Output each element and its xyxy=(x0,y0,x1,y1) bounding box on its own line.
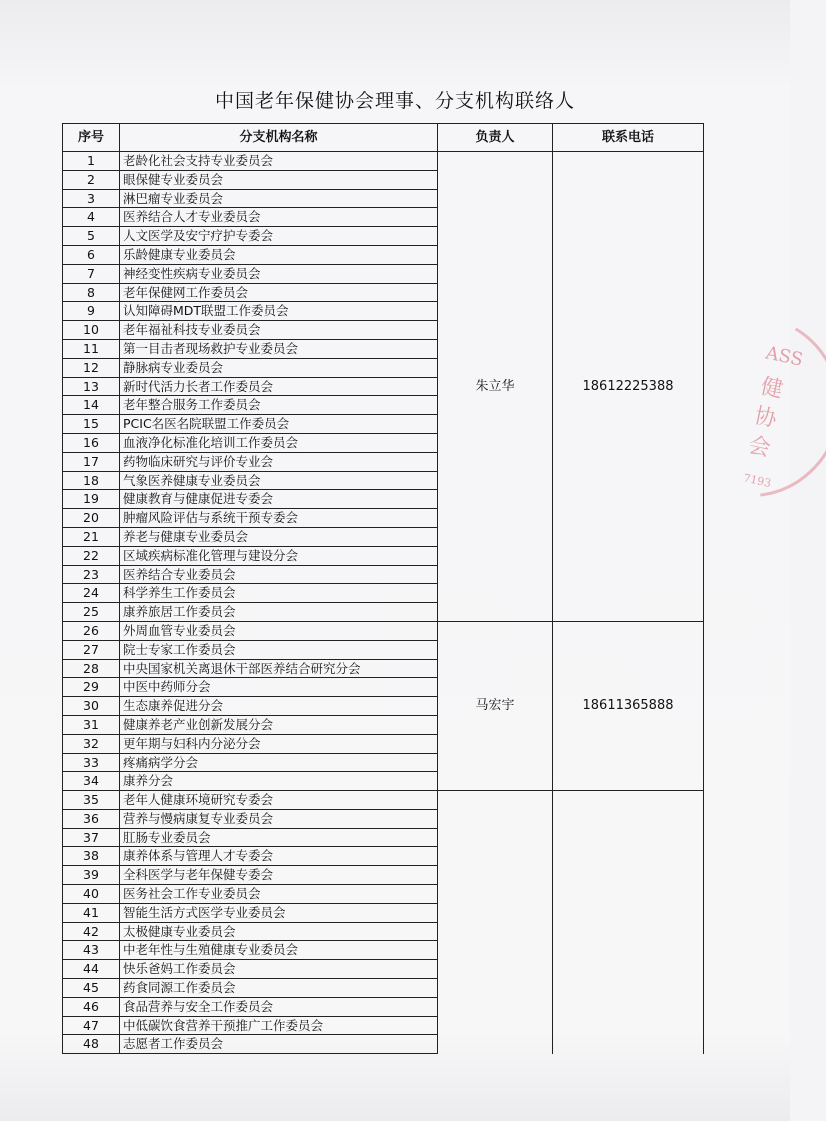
table-body xyxy=(63,152,704,1054)
row-number: 29 xyxy=(63,678,120,697)
branch-name: 药物临床研究与评价专业会 xyxy=(120,452,438,471)
row-number: 6 xyxy=(63,245,120,264)
row-number: 9 xyxy=(63,302,120,321)
row-number: 37 xyxy=(63,828,120,847)
branch-name: 神经变性疾病专业委员会 xyxy=(120,264,438,283)
branch-name: 老年人健康环境研究专委会 xyxy=(120,791,438,810)
branch-name: 医务社会工作专业委员会 xyxy=(120,885,438,904)
row-number: 14 xyxy=(63,396,120,415)
branch-name: 中央国家机关离退休干部医养结合研究分会 xyxy=(120,659,438,678)
row-number: 42 xyxy=(63,922,120,941)
row-number: 28 xyxy=(63,659,120,678)
row-number: 34 xyxy=(63,772,120,791)
branch-name: PCIC名医名院联盟工作委员会 xyxy=(120,415,438,434)
branch-name: 血液净化标准化培训工作委员会 xyxy=(120,433,438,452)
svg-text:健: 健 xyxy=(758,374,786,404)
contact-phone: 18611365888 xyxy=(553,621,704,790)
official-seal-stamp xyxy=(730,318,826,507)
branch-name: 中医中药师分会 xyxy=(120,678,438,697)
branch-name: 中老年性与生殖健康专业委员会 xyxy=(120,941,438,960)
responsible-person: 朱立华 xyxy=(438,152,553,622)
branch-name: 养老与健康专业委员会 xyxy=(120,527,438,546)
row-number: 31 xyxy=(63,715,120,734)
table-row xyxy=(63,791,704,810)
row-number: 44 xyxy=(63,960,120,979)
branch-name: 太极健康专业委员会 xyxy=(120,922,438,941)
row-number: 33 xyxy=(63,753,120,772)
row-number: 13 xyxy=(63,377,120,396)
branch-name: 老年福祉科技专业委员会 xyxy=(120,321,438,340)
row-number: 36 xyxy=(63,809,120,828)
contact-table xyxy=(62,123,704,1054)
svg-text:协: 协 xyxy=(752,403,779,433)
row-number: 26 xyxy=(63,621,120,640)
header-phone: 联系电话 xyxy=(553,124,704,152)
contact-phone xyxy=(553,791,704,1054)
row-number: 35 xyxy=(63,791,120,810)
branch-name: 中低碳饮食营养干预推广工作委员会 xyxy=(120,1016,438,1035)
row-number: 48 xyxy=(63,1035,120,1054)
row-number: 27 xyxy=(63,640,120,659)
table-row xyxy=(63,152,704,171)
branch-name: 医养结合人才专业委员会 xyxy=(120,208,438,227)
contact-phone: 18612225388 xyxy=(553,152,704,622)
row-number: 16 xyxy=(63,433,120,452)
branch-name: 静脉病专业委员会 xyxy=(120,358,438,377)
header-num: 序号 xyxy=(63,124,120,152)
table-header-row xyxy=(63,124,704,152)
row-number: 17 xyxy=(63,452,120,471)
branch-name: 淋巴瘤专业委员会 xyxy=(120,189,438,208)
header-name: 分支机构名称 xyxy=(120,124,438,152)
row-number: 38 xyxy=(63,847,120,866)
row-number: 25 xyxy=(63,603,120,622)
branch-name: 认知障碍MDT联盟工作委员会 xyxy=(120,302,438,321)
branch-name: 全科医学与老年保健专委会 xyxy=(120,866,438,885)
row-number: 46 xyxy=(63,997,120,1016)
branch-name: 更年期与妇科内分泌分会 xyxy=(120,734,438,753)
branch-name: 康养旅居工作委员会 xyxy=(120,603,438,622)
row-number: 43 xyxy=(63,941,120,960)
row-number: 32 xyxy=(63,734,120,753)
row-number: 3 xyxy=(63,189,120,208)
branch-name: 第一目击者现场救护专业委员会 xyxy=(120,339,438,358)
branch-name: 营养与慢病康复专业委员会 xyxy=(120,809,438,828)
branch-name: 气象医养健康专业委员会 xyxy=(120,471,438,490)
row-number: 11 xyxy=(63,339,120,358)
branch-name: 快乐爸妈工作委员会 xyxy=(120,960,438,979)
row-number: 41 xyxy=(63,903,120,922)
row-number: 22 xyxy=(63,546,120,565)
seal-fragment-icon xyxy=(730,318,826,507)
branch-name: 新时代活力长者工作委员会 xyxy=(120,377,438,396)
row-number: 40 xyxy=(63,885,120,904)
row-number: 20 xyxy=(63,509,120,528)
row-number: 15 xyxy=(63,415,120,434)
row-number: 30 xyxy=(63,697,120,716)
header-person: 负责人 xyxy=(438,124,553,152)
branch-name: 健康养老产业创新发展分会 xyxy=(120,715,438,734)
row-number: 7 xyxy=(63,264,120,283)
row-number: 5 xyxy=(63,227,120,246)
branch-name: 疼痛病学分会 xyxy=(120,753,438,772)
svg-text:会: 会 xyxy=(745,432,773,462)
row-number: 8 xyxy=(63,283,120,302)
table-row xyxy=(63,621,704,640)
row-number: 4 xyxy=(63,208,120,227)
branch-name: 院士专家工作委员会 xyxy=(120,640,438,659)
responsible-person: 马宏宇 xyxy=(438,621,553,790)
row-number: 24 xyxy=(63,584,120,603)
branch-name: 志愿者工作委员会 xyxy=(120,1035,438,1054)
branch-name: 肿瘤风险评估与系统干预专委会 xyxy=(120,509,438,528)
responsible-person xyxy=(438,791,553,1054)
row-number: 47 xyxy=(63,1016,120,1035)
branch-name: 生态康养促进分会 xyxy=(120,697,438,716)
row-number: 18 xyxy=(63,471,120,490)
row-number: 2 xyxy=(63,170,120,189)
branch-name: 老龄化社会支持专业委员会 xyxy=(120,152,438,171)
branch-name: 智能生活方式医学专业委员会 xyxy=(120,903,438,922)
branch-name: 食品营养与安全工作委员会 xyxy=(120,997,438,1016)
row-number: 12 xyxy=(63,358,120,377)
branch-name: 乐龄健康专业委员会 xyxy=(120,245,438,264)
branch-name: 外周血管专业委员会 xyxy=(120,621,438,640)
row-number: 10 xyxy=(63,321,120,340)
row-number: 23 xyxy=(63,565,120,584)
branch-name: 科学养生工作委员会 xyxy=(120,584,438,603)
row-number: 21 xyxy=(63,527,120,546)
row-number: 45 xyxy=(63,979,120,998)
branch-name: 健康教育与健康促进专委会 xyxy=(120,490,438,509)
branch-name: 康养体系与管理人才专委会 xyxy=(120,847,438,866)
branch-name: 肛肠专业委员会 xyxy=(120,828,438,847)
branch-name: 区域疾病标准化管理与建设分会 xyxy=(120,546,438,565)
branch-name: 医养结合专业委员会 xyxy=(120,565,438,584)
branch-name: 人文医学及安宁疗护专委会 xyxy=(120,227,438,246)
svg-text:7193: 7193 xyxy=(742,471,773,490)
branch-name: 药食同源工作委员会 xyxy=(120,979,438,998)
branch-name: 眼保健专业委员会 xyxy=(120,170,438,189)
row-number: 1 xyxy=(63,152,120,171)
svg-text:ASS: ASS xyxy=(763,342,805,371)
row-number: 19 xyxy=(63,490,120,509)
document-title: 中国老年保健协会理事、分支机构联络人 xyxy=(214,90,575,112)
branch-name: 老年整合服务工作委员会 xyxy=(120,396,438,415)
branch-name: 康养分会 xyxy=(120,772,438,791)
branch-name: 老年保健网工作委员会 xyxy=(120,283,438,302)
row-number: 39 xyxy=(63,866,120,885)
